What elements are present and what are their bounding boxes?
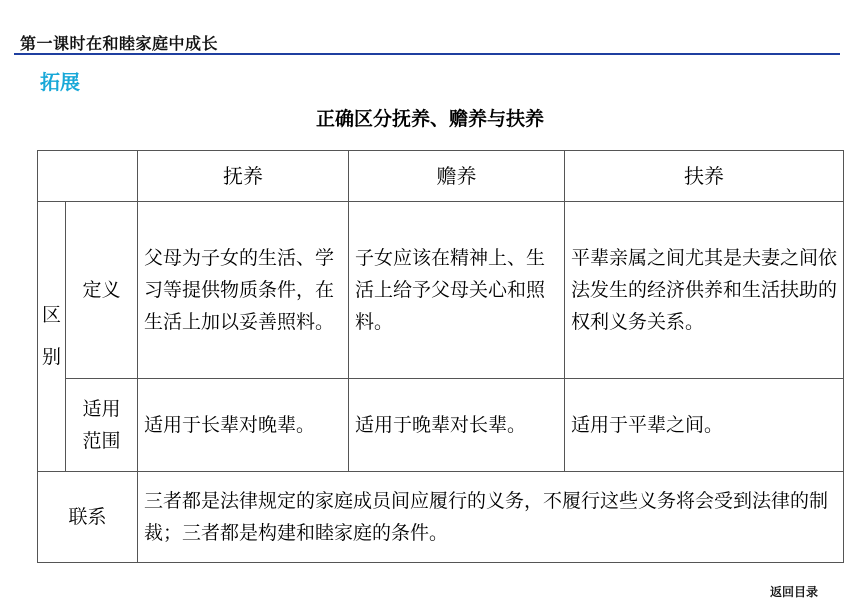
scope-shanyang-cell <box>349 379 565 472</box>
table-row-relation <box>38 472 844 563</box>
table-row-scope <box>38 379 844 472</box>
comparison-table <box>37 150 844 563</box>
scope-fuyang-text: 适用于长辈对晚辈。 <box>144 413 316 436</box>
definition-shanyang-cell <box>349 202 565 379</box>
column-header-fuyang2: 扶养 <box>565 151 844 202</box>
scope-fuyang2-text: 适用于平辈之间。 <box>571 413 724 436</box>
header-divider <box>14 53 840 55</box>
table-title: 正确区分抚养、赡养与扶养 <box>315 108 544 130</box>
column-header-fuyang: 抚养 <box>138 151 349 202</box>
group-label-char-2: 别 <box>41 345 61 368</box>
header-empty-cell <box>38 151 138 202</box>
row-label-relation: 联系 <box>38 472 138 563</box>
relation-cell <box>138 472 844 563</box>
scope-fuyang2-cell <box>565 379 844 472</box>
back-to-contents-link[interactable]: 返回目录 <box>770 585 819 599</box>
definition-shanyang-text: 子女应该在精神上、生活上给予父母关心和照料。 <box>355 246 546 334</box>
definition-fuyang-text: 父母为子女的生活、学习等提供物质条件，在生活上加以妥善照料。 <box>144 246 335 334</box>
definition-fuyang2-cell <box>565 202 844 379</box>
row-label-scope <box>66 379 138 472</box>
row-label-scope-line-2: 范围 <box>82 430 121 452</box>
row-label-scope-line-1: 适用 <box>82 397 121 420</box>
definition-fuyang-cell <box>138 202 349 379</box>
table-header-row <box>38 151 844 202</box>
definition-fuyang2-text: 平辈亲属之间尤其是夫妻之间依法发生的经济供养和生活扶助的权利义务关系。 <box>571 246 838 334</box>
page-header-title: 第一课时在和睦家庭中成长 <box>20 34 219 53</box>
table-row-definition <box>38 202 844 379</box>
group-label-difference <box>38 202 66 472</box>
scope-shanyang-text: 适用于晚辈对长辈。 <box>355 413 527 436</box>
section-label: 拓展 <box>40 70 80 94</box>
scope-fuyang-cell <box>138 379 349 472</box>
column-header-shanyang: 赡养 <box>349 151 565 202</box>
row-label-definition: 定义 <box>66 202 138 379</box>
group-label-char-1: 区 <box>41 303 61 326</box>
relation-text: 三者都是法律规定的家庭成员间应履行的义务，不履行这些义务将会受到法律的制裁；三者都是构建和睦家庭的条件。 <box>144 489 829 544</box>
